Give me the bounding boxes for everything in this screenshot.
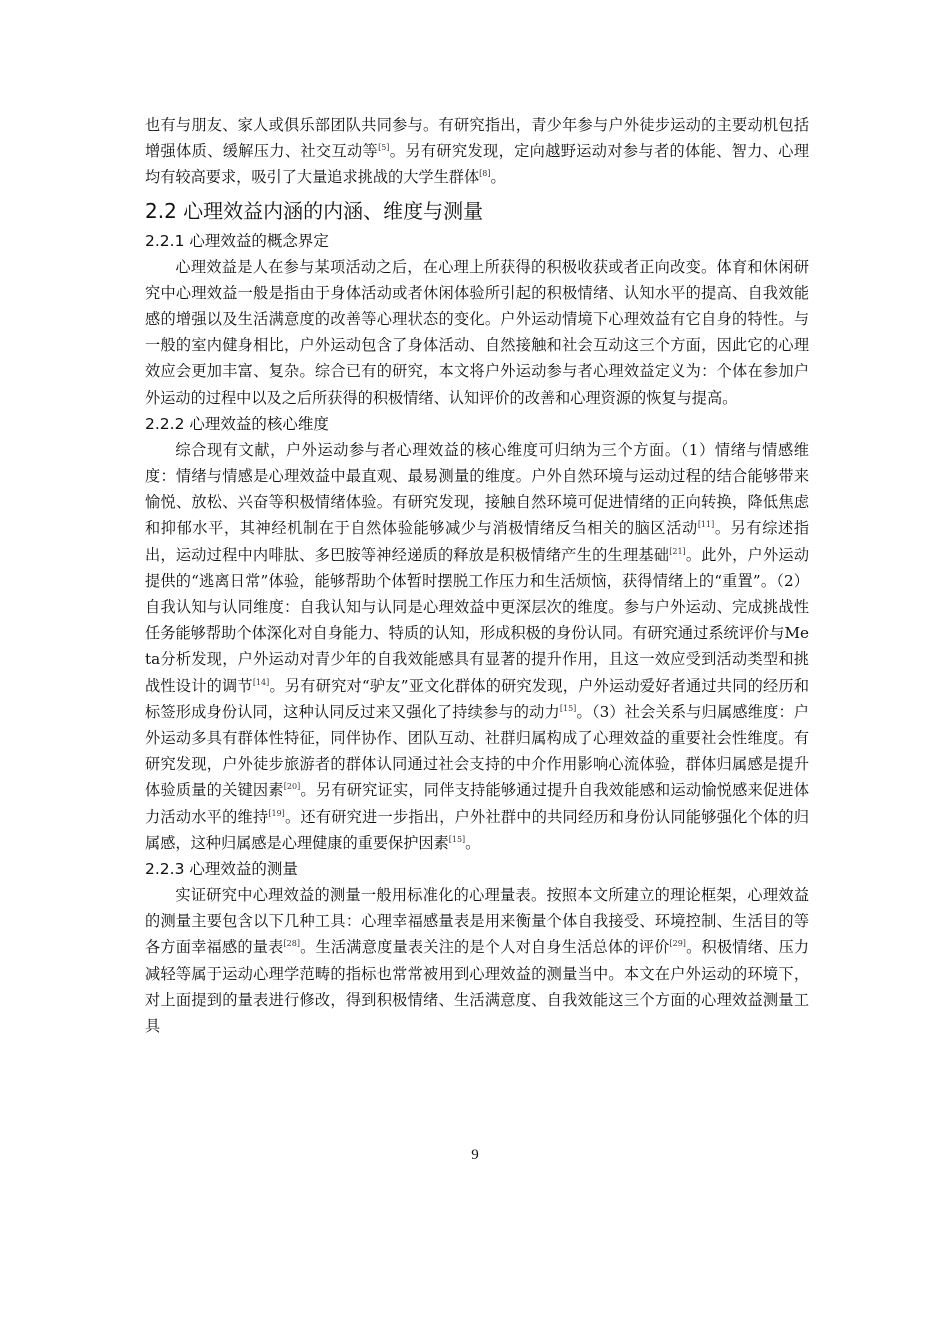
citation-marker: [28]	[283, 939, 300, 949]
text-run: 。另有研究证实，同伴支持能够通过提升自我效能感和运动愉悦感来促进体力活动水平的维持	[145, 781, 810, 826]
section-2-2-3-paragraph	[145, 882, 809, 1039]
citation-marker: [20]	[283, 782, 301, 792]
text-run: 。生活满意度量表关注的是个人对自身生活总体的评价	[299, 938, 670, 957]
text-run: 。此外，户外运动提供的“逃离日常”体验，能够帮助个体暂时摆脱工作压力和生活烦恼，获得情绪上的“重置”。（2）自我认知与认同维度：自我认知与认同是心理效益中更深层次的维度。参与户外运动、完成挑战性任务能够帮助个体深化对自身能力、特质的认知，形成积极的身份认同。有研究通过系统评价与Meta分析发现，户外运动对青少年的自我效能感具有显著的提升作用，且这一效应受到活动类型和挑战性设计的调节	[145, 545, 810, 695]
text-run: 综合现有文献，户外运动参与者心理效益的核心维度可归纳为三个方面。（1）情绪与情感维度：情绪与情感是心理效益中最直观、最易测量的维度。户外自然环境与运动过程的结合能够带来愉悦、放松、兴奋等积极情绪体验。有研究发现，接触自然环境可促进情绪的正向转换，降低焦虑和抑郁水平，其神经机制在于自然体验能够减少与消极情绪反刍相关的脑区活动	[145, 440, 809, 538]
section-2-2-2-heading: 2.2.2 心理效益的核心维度	[145, 414, 329, 433]
section-2-2-2-paragraph	[145, 437, 809, 856]
citation-marker: [5]	[378, 143, 390, 153]
citation-marker: [15]	[559, 703, 577, 713]
citation-marker: [11]	[697, 520, 715, 530]
citation-marker: [14]	[252, 677, 270, 687]
section-2-2-1-heading: 2.2.1 心理效益的概念界定	[145, 231, 329, 250]
section-2-2-3-heading: 2.2.3 心理效益的测量	[145, 860, 298, 879]
text-run: 。	[490, 168, 506, 187]
text-run: 。	[465, 833, 481, 852]
section-2-2-1-paragraph	[145, 254, 809, 411]
text-run: 。另有综述指出，运动过程中内啡肽、多巴胺等神经递质的释放是积极情绪产生的生理基础	[145, 519, 810, 564]
page-content	[145, 112, 809, 1039]
citation-marker: [29]	[669, 939, 686, 949]
text-run: 。积极情绪、压力减轻等属于运动心理学范畴的指标也常常被用到心理效益的测量当中。本文在户外运动的环境下，对上面提到的量表进行修改，得到积极情绪、生活满意度、自我效能这三个方面的心理效益测量工具	[145, 938, 810, 1036]
text-run: 心理效益是人在参与某项活动之后，在心理上所获得的积极收获或者正向改变。体育和休闲研究中心理效益一般是指由于身体活动或者休闲体验所引起的积极情绪、认知水平的提高、自我效能感的增强以及生活满意度的改善等心理状态的变化。户外运动情境下心理效益有它自身的特性。与一般的室内健身相比，户外运动包含了身体活动、自然接触和社会互动这三个方面，因此它的心理效应会更加丰富、复杂。综合已有的研究，本文将户外运动参与者心理效益定义为：个体在参加户外运动的过程中以及之后所获得的积极情绪、认知评价的改善和心理资源的恢复与提高。	[145, 257, 809, 407]
section-2-2-heading: 2.2 心理效益内涵的内涵、维度与测量	[145, 198, 484, 223]
citation-marker: [15]	[448, 834, 466, 844]
continuation-paragraph	[145, 112, 809, 191]
citation-marker: [19]	[268, 808, 285, 818]
text-run: 。另有研究对“驴友”亚文化群体的研究发现，户外运动爱好者通过共同的经历和标签形成身份认同，这种认同反过来又强化了持续参与的动力	[145, 676, 810, 721]
text-run: 也有与朋友、家人或俱乐部团队共同参与。有研究指出，青少年参与户外徒步运动的主要动机包括增强体质、缓解压力、社交互动等	[145, 116, 809, 161]
citation-marker: [8]	[479, 169, 491, 179]
page-number: 9	[471, 1147, 479, 1163]
citation-marker: [21]	[669, 546, 686, 556]
text-run: 。另有研究发现，定向越野运动对参与者的体能、智力、心理均有较高要求，吸引了大量追求挑战的大学生群体	[145, 142, 810, 187]
text-run: 。还有研究进一步指出，户外社群中的共同经历和身份认同能够强化个体的归属感，这种归属感是心理健康的重要保护因素	[145, 807, 810, 852]
text-run: 实证研究中心理效益的测量一般用标准化的心理量表。按照本文所建立的理论框架，心理效益的测量主要包含以下几种工具：心理幸福感量表是用来衡量个体自我接受、环境控制、生活目的等各方面幸福感的量表	[145, 886, 809, 957]
text-run: 。（3）社会关系与归属感维度：户外运动多具有群体性特征，同伴协作、团队互动、社群归属构成了心理效益的重要社会性维度。有研究发现，户外徒步旅游者的群体认同通过社会支持的中介作用影响心流体验，群体归属感是提升体验质量的关键因素	[145, 702, 809, 800]
